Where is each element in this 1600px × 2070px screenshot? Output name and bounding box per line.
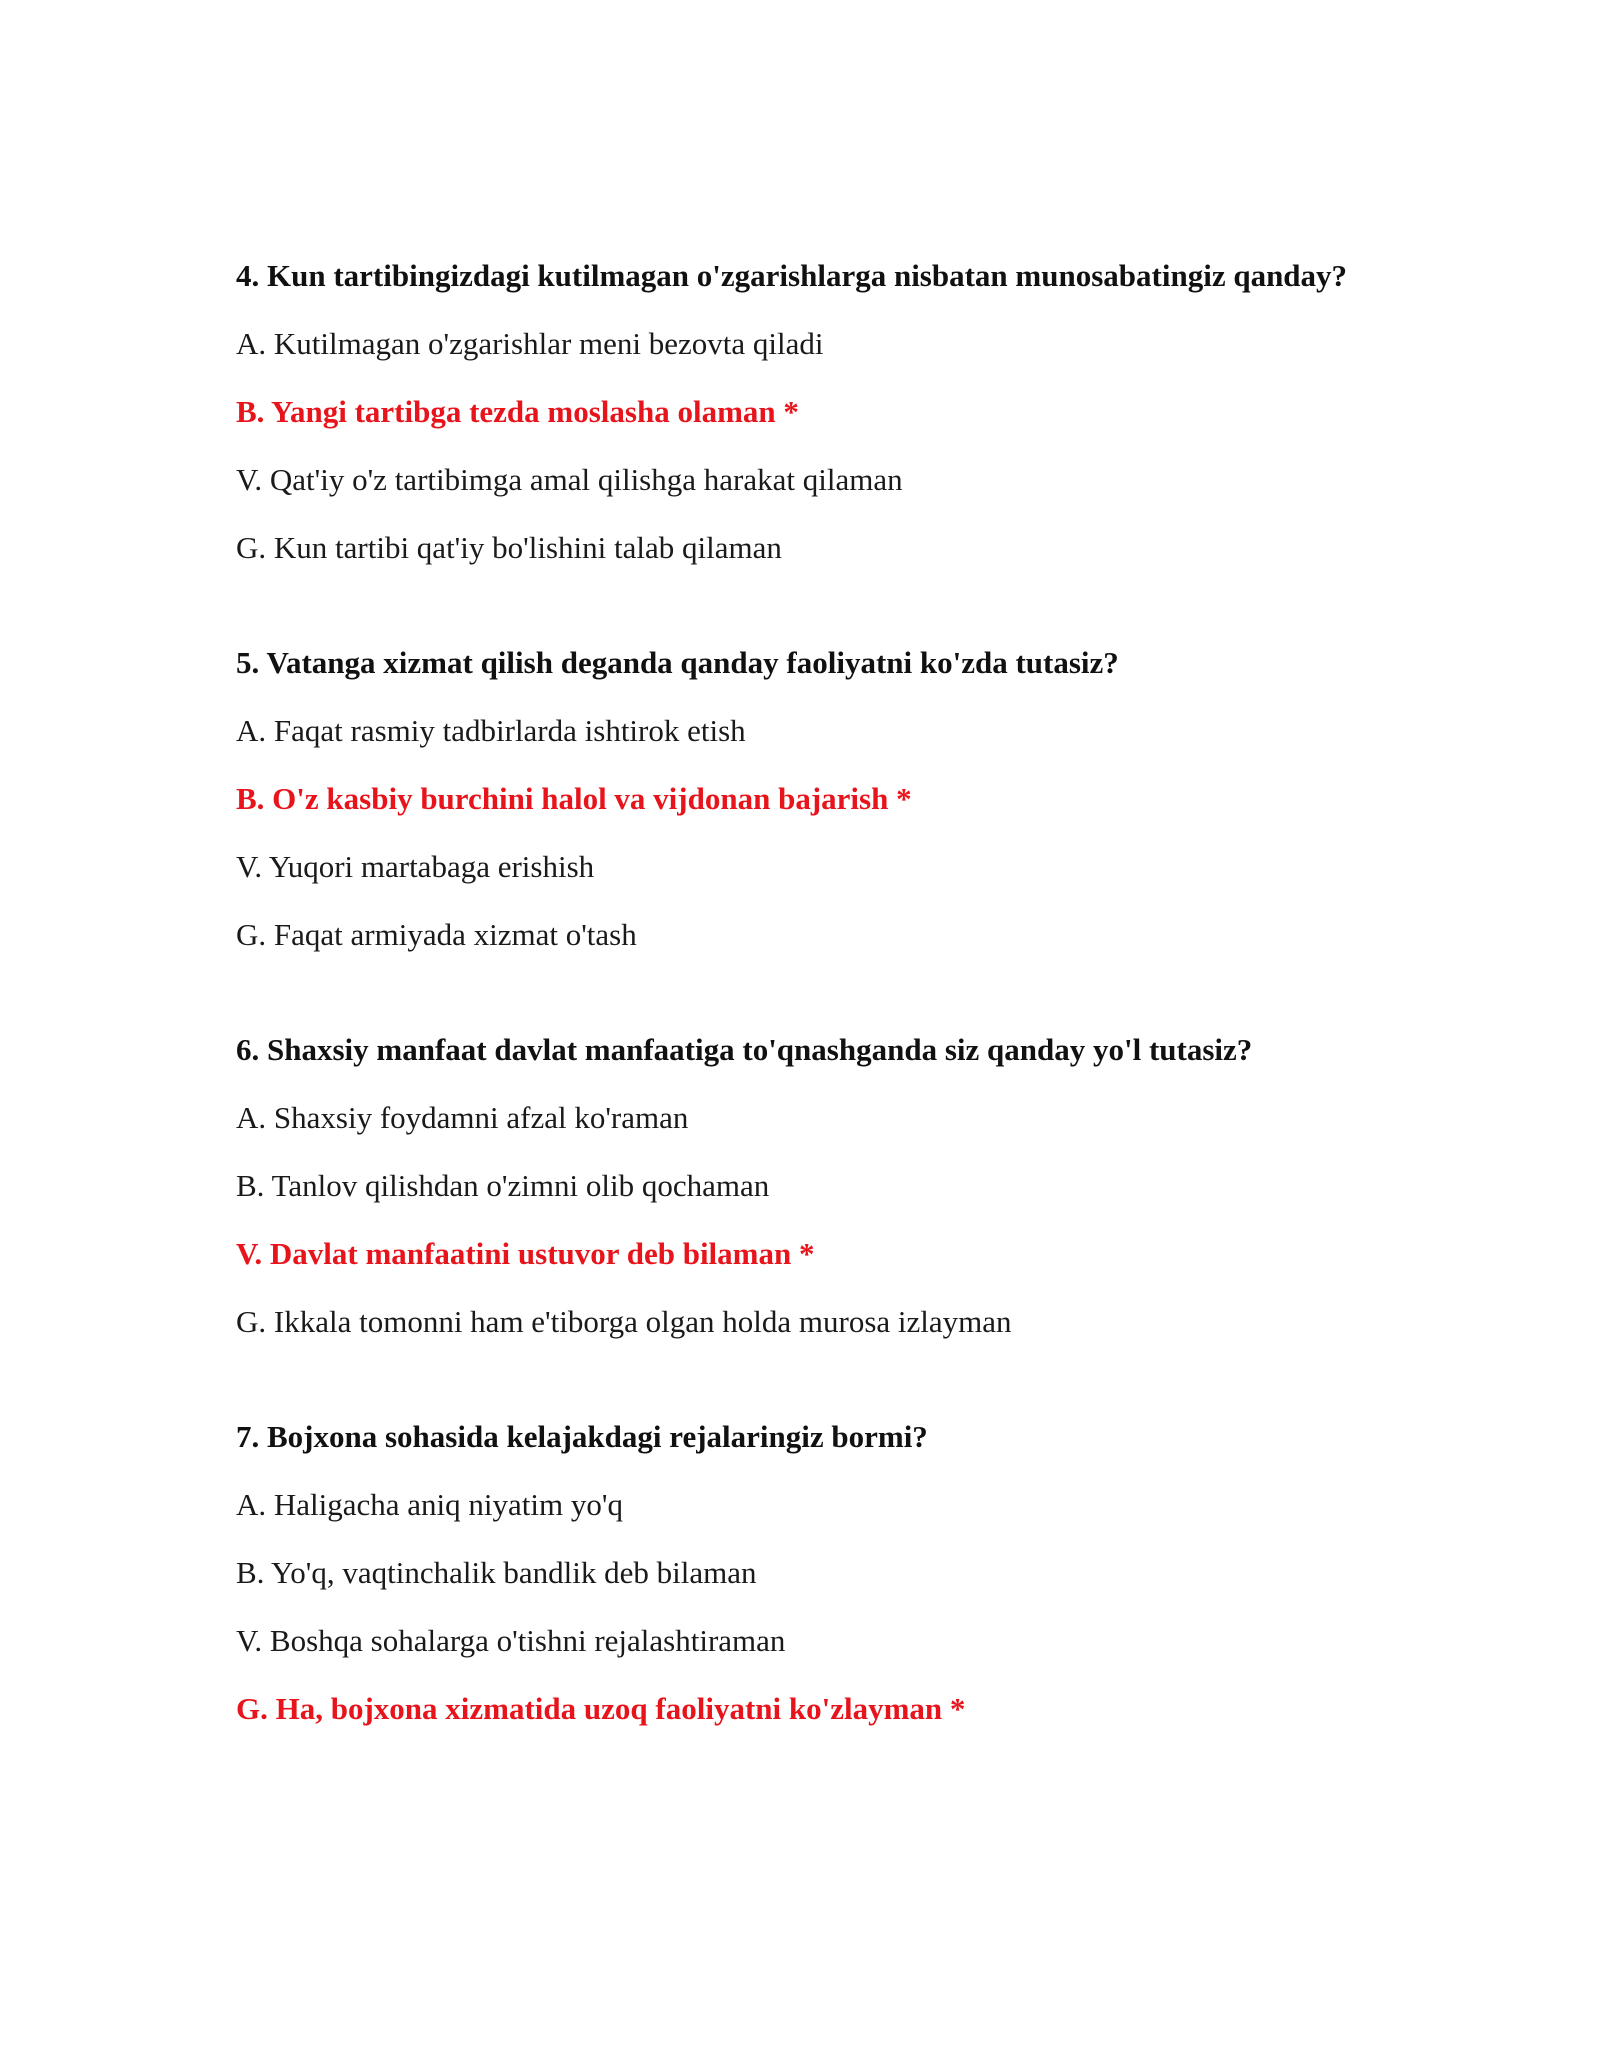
option-b-correct: B. O'z kasbiy burchini halol va vijdonan bajarish *: [236, 781, 912, 816]
option-a: A. Faqat rasmiy tadbirlarda ishtirok etish: [236, 713, 746, 748]
question-block-5: [236, 639, 1436, 959]
question-block-7: [236, 1413, 1436, 1733]
option-b: B. Tanlov qilishdan o'zimni olib qochaman: [236, 1168, 770, 1203]
option-g-correct: G. Ha, bojxona xizmatida uzoq faoliyatni ko'zlayman *: [236, 1691, 966, 1726]
option-v-correct: V. Davlat manfaatini ustuvor deb bilaman *: [236, 1236, 815, 1271]
question-text: 6. Shaxsiy manfaat davlat manfaatiga to'qnashganda siz qanday yo'l tutasiz?: [236, 1032, 1253, 1067]
option-g: G. Faqat armiyada xizmat o'tash: [236, 917, 637, 952]
option-a: A. Shaxsiy foydamni afzal ko'raman: [236, 1100, 689, 1135]
option-v: V. Qat'iy o'z tartibimga amal qilishga harakat qilaman: [236, 462, 903, 497]
option-b: B. Yo'q, vaqtinchalik bandlik deb bilaman: [236, 1555, 757, 1590]
question-block-6: [236, 1026, 1436, 1346]
option-v: V. Yuqori martabaga erishish: [236, 849, 595, 884]
option-v: V. Boshqa sohalarga o'tishni rejalashtiraman: [236, 1623, 786, 1658]
option-a: A. Kutilmagan o'zgarishlar meni bezovta qiladi: [236, 326, 824, 361]
question-list: [236, 252, 1436, 1800]
option-g: G. Kun tartibi qat'iy bo'lishini talab qilaman: [236, 530, 782, 565]
option-b-correct: B. Yangi tartibga tezda moslasha olaman *: [236, 394, 799, 429]
question-text: 4. Kun tartibingizdagi kutilmagan o'zgarishlarga nisbatan munosabatingiz qanday?: [236, 258, 1348, 293]
option-g: G. Ikkala tomonni ham e'tiborga olgan holda murosa izlayman: [236, 1304, 1012, 1339]
option-a: A. Haligacha aniq niyatim yo'q: [236, 1487, 623, 1522]
question-block-4: [236, 252, 1436, 572]
question-text: 7. Bojxona sohasida kelajakdagi rejalaringiz bormi?: [236, 1419, 928, 1454]
question-text: 5. Vatanga xizmat qilish deganda qanday faoliyatni ko'zda tutasiz?: [236, 645, 1119, 680]
